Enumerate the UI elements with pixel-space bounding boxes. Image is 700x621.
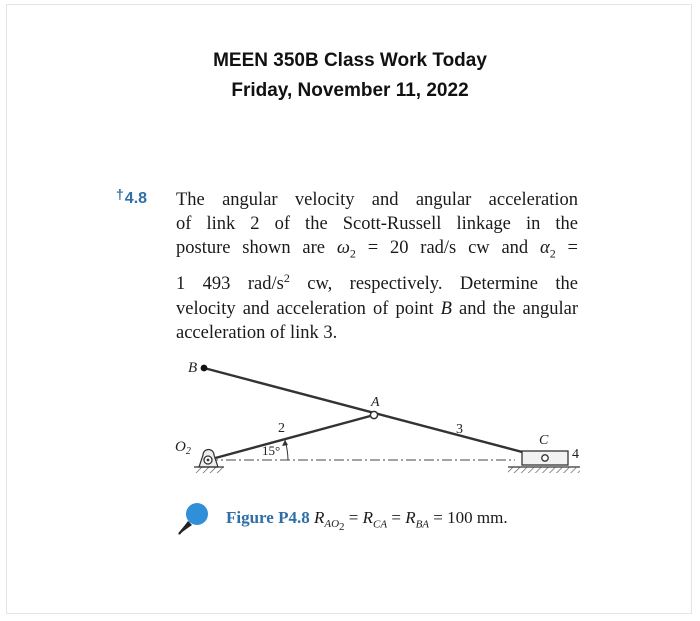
slider-c <box>508 451 580 473</box>
problem-line: velocity and acceleration of point B and the angular <box>176 298 578 319</box>
scott-russell-linkage-figure <box>170 350 590 490</box>
link-3-label: 3 <box>456 422 463 437</box>
problem-line: 1 493 rad/$s^2$ cw, respectively. Determine the <box>176 271 579 295</box>
class-date: Friday, November 11, 2022 <box>231 80 469 101</box>
figure-caption: Figure P4.8 $R_{AO_2} = R_{CA} = R_{BA} = 100$ mm. <box>226 508 508 534</box>
problem-line: The angular velocity and angular acceleration <box>176 190 578 210</box>
dagger-mark: † <box>116 186 124 202</box>
problem-number <box>116 186 147 208</box>
joint-a <box>370 411 377 418</box>
problem-number-value: 4.8 <box>124 190 148 207</box>
link-2-label: 2 <box>278 421 285 436</box>
omega-symbol: ω <box>336 238 350 259</box>
point-b <box>201 365 208 372</box>
figure-label: Figure P4.8 <box>226 508 310 527</box>
alpha-symbol: α <box>540 238 550 259</box>
problem-statement <box>176 188 578 345</box>
problem-line: posture shown are $\omega_2 = 20$ rad/s cw and $\alpha_2$ = <box>176 238 578 262</box>
link-4-label: 4 <box>572 447 579 462</box>
problem-line: of link 2 of the Scott-Russell linkage in the <box>176 214 578 235</box>
angle-label: 15° <box>262 443 281 458</box>
label-b: B <box>188 360 198 376</box>
difficulty-badge-icon <box>175 500 215 540</box>
link-2 <box>208 415 374 460</box>
problem-line: acceleration of link 3. <box>176 322 338 343</box>
page-header <box>0 46 700 106</box>
label-c: C <box>539 433 549 448</box>
label-o2: $O_2$ <box>175 439 191 457</box>
label-a: A <box>371 395 380 410</box>
class-title: MEEN 350B Class Work Today <box>213 50 487 71</box>
ground-pivot-o2 <box>194 450 224 474</box>
